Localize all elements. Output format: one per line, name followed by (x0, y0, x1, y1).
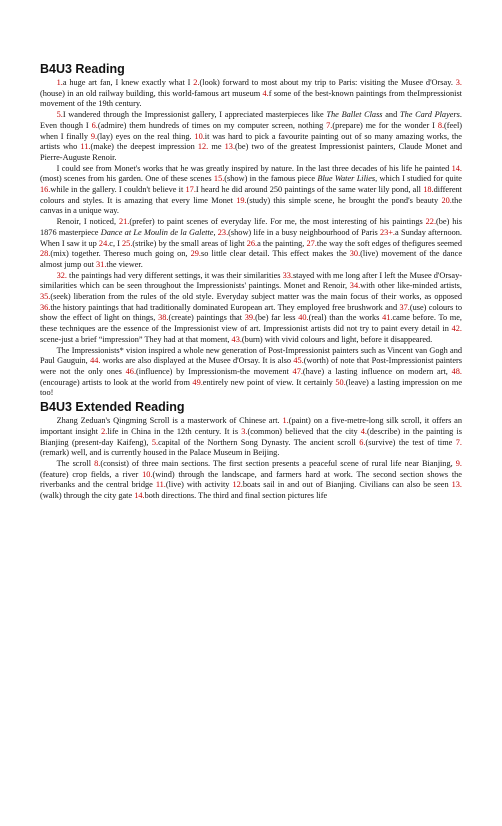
paragraph-text: (lay) eyes on the real thing. (97, 131, 195, 141)
blank-number: 11. (155, 480, 166, 490)
paragraph-text: (live) movement of the dance almost jump out (40, 249, 463, 269)
paragraph-text: boats sail in and out of Bianjing. Civilians can also be seen (242, 480, 452, 490)
blank-number: 23+. (379, 227, 396, 237)
paragraph-text: (live) with activity (165, 480, 233, 490)
blank-number: 4. (262, 88, 269, 98)
artwork-title: The Card Players (399, 110, 460, 120)
blank-number: 20. (441, 195, 452, 205)
paragraph-text: (paint) on a five-metre-long silk scroll, it offers an important insight (40, 416, 462, 436)
blank-number: 48. (451, 366, 462, 376)
paragraph-text: (remark) well, and is currently housed in the Palace Museum in Beijing. (40, 448, 280, 458)
blank-number: 7. (455, 437, 463, 447)
blank-number: 1. (282, 416, 289, 426)
paragraph-text: so little clear detail. This effect makes the (200, 249, 350, 259)
paragraph-text: scene-just a brief “impression” They had at that moment, (40, 334, 232, 344)
paragraph-text: life in China in the 12th century. It is (107, 426, 242, 436)
blank-number: 9. (90, 131, 98, 141)
paragraph-text: (mix) together. Thereso much going on, (50, 249, 191, 259)
paragraph-text: (worth) of note that Post-Impressionist painters were not the only ones (40, 356, 462, 376)
paragraph-text: works are also displayed at the Musee d'Orsay. It is also (100, 356, 294, 366)
blank-number: 14. (451, 163, 462, 173)
paragraph-text: (wind) through the landscape, and farmers hard at work. The second section shows the riverbanks and the central bridge (40, 469, 462, 490)
paragraph-text: (use) colours to show the effect of light on things, (40, 302, 462, 323)
paragraph-text: while in the gallery. I couldn't believe it (50, 185, 186, 195)
paragraph (40, 346, 462, 400)
paragraph-text: I wandered through the Impressionist gallery, I appreciated masterpieces like (62, 110, 327, 120)
blank-number: 39. (244, 313, 256, 323)
paragraph-text: a the painting, (257, 238, 307, 248)
blank-number: 6. (91, 120, 98, 130)
blank-number: 37. (399, 302, 410, 312)
paragraph-text: (consist) of three main sections. The first section presents a peaceful scene of rural life near Bianjing, (100, 458, 456, 468)
blank-number: 15. (213, 174, 225, 184)
blank-number: 16. (40, 185, 51, 195)
paragraph-text: (influence) by Impressionism-the movement (136, 366, 293, 376)
blank-number: 8. (437, 120, 445, 130)
blank-number: 27. (306, 238, 317, 248)
blank-number: 24. (98, 238, 110, 248)
blank-number: 30. (349, 249, 361, 259)
paragraph-text: the canvas in a unique way. (40, 195, 462, 216)
paragraph-text: came before. To me, these techniques are the essence of the Impressionist view of art. Impressionist artists did not try to paint every detail in (40, 313, 462, 334)
paragraph-text: , (213, 227, 218, 237)
blank-number: 14. (134, 491, 145, 501)
paragraph-text: (admire) them hundreds of times on my computer screen, nothing (97, 120, 327, 130)
blank-number: 40. (298, 313, 309, 323)
artwork-title: Dance at Le Moulin de la Galette (100, 227, 214, 237)
paragraph-text: with other like-minded artists, (360, 281, 462, 291)
paragraph-text: Renoir, I noticed, (56, 217, 119, 227)
blank-number: 46. (125, 366, 137, 376)
paragraph-text: , which I studied for quite (375, 174, 462, 184)
blank-number: 17. (185, 185, 196, 195)
blank-number: 26. (246, 238, 258, 248)
blank-number: 2. (101, 426, 108, 436)
paragraph-text: (be) his 1876 masterpiece (40, 217, 462, 237)
paragraph-text: I heard he did around 250 paintings of the same water lily pond, all (195, 185, 424, 195)
paragraph-text: me (208, 142, 225, 152)
paragraph-text: (be) far less (255, 313, 299, 323)
paragraph-text: c, I (109, 238, 123, 248)
blank-number: 19. (236, 195, 247, 205)
blank-number: 32. (56, 270, 67, 280)
blank-number: 28. (40, 249, 51, 259)
blank-number: 6. (359, 437, 366, 447)
paragraph-text: (prefer) to paint scenes of everyday life. For me, the most interesting of his paintings (129, 217, 426, 227)
blank-number: 3. (241, 426, 248, 436)
blank-number: 31. (96, 259, 107, 269)
blank-number: 23. (217, 227, 229, 237)
paragraph (40, 217, 462, 271)
blank-number: 35. (40, 292, 51, 302)
blank-number: 8. (94, 458, 101, 468)
blank-number: 44. (90, 356, 101, 366)
paragraph-text: it was hard to pick a favourite painting out of so many amazing works, the artists who (40, 131, 462, 152)
paragraph-text: (survive) the test of time (365, 437, 456, 447)
blank-number: 29. (190, 249, 201, 259)
paragraph-text: (strike) by the small areas of light (132, 238, 247, 248)
paragraph-text: The scroll (56, 458, 95, 468)
paragraph (40, 459, 462, 502)
blank-number: 42. (451, 324, 462, 334)
paragraph-text: (walk) through the city gate (40, 491, 135, 501)
blank-number: 34. (349, 281, 361, 291)
paragraph-text: (feature) crop fields, a river (40, 469, 143, 479)
paragraph-text: (seek) liberation from the rules of the old style. Everyday subject matter was the main focus of their works, as opposed (50, 292, 462, 302)
blank-number: 9. (455, 458, 462, 468)
artwork-title: The Ballet Class (326, 110, 383, 120)
paragraph-text: (study) this simple scene, he brought the pond's beauty (246, 195, 442, 205)
paragraph-text: (have) a lasting influence on modern art, (302, 366, 452, 376)
paragraph-text: (make) the deepest impression (90, 142, 198, 152)
blank-number: 25. (122, 238, 133, 248)
artwork-title: Blue Water Lilies (317, 174, 376, 184)
blank-number: 11. (80, 142, 91, 152)
blank-number: 43. (231, 334, 242, 344)
paragraph-text: and (382, 110, 400, 120)
paragraph-text: both directions. The third and final section pictures life (144, 491, 328, 501)
paragraph-text: (show) life in a busy neighbourhood of Paris (228, 227, 380, 237)
blank-number: 18. (423, 185, 434, 195)
blank-number: 13. (224, 142, 236, 152)
blank-number: 5. (56, 110, 63, 120)
blank-number: 12. (232, 480, 243, 490)
paragraph-text: . Even though I (40, 110, 462, 130)
paragraph-text: (leave) a lasting impression on me too! (40, 377, 463, 398)
paragraph-text: the viewer. (106, 259, 143, 269)
paragraph-text: (most) scenes from his garden. One of these scenes (40, 174, 214, 184)
paragraph-text: the way the soft edges of thefigures seemed (316, 238, 462, 248)
paragraph-text: capital of the Northern Song Dynasty. The ancient scroll (158, 437, 360, 447)
paragraph-text: (feel) when I finally (40, 120, 463, 141)
blank-number: 21. (118, 217, 130, 227)
paragraph-text: (encourage) artists to look at the world from (40, 377, 193, 387)
blank-number: 4. (360, 426, 367, 436)
paragraph-text: (common) believed that the city (247, 426, 361, 436)
paragraph (40, 164, 462, 218)
blank-number: 12. (197, 142, 209, 152)
paragraph-text: the history paintings that had traditionally dominated European art. They employed free brushwork and (50, 302, 400, 312)
blank-number: 2. (193, 78, 200, 87)
blank-number: 47. (292, 366, 303, 376)
paragraph-text: a Sunday afternoon. When I saw it up (40, 227, 462, 248)
blank-number: 22. (425, 217, 437, 227)
reading-body (40, 78, 462, 399)
paragraph-text: different colours and styles. It is amazing that every lime Monet (40, 185, 462, 205)
blank-number: 13. (451, 480, 462, 490)
paragraph-text: I could see from Monet's works that he was greatly inspired by nature. In the last three decades of his life he painted (56, 163, 452, 173)
blank-number: 5. (151, 437, 159, 447)
extended-reading-title: B4U3 Extended Reading (40, 400, 185, 415)
paragraph-text: (describe) in the painting is Bianjing (present-day Kaifeng), (40, 426, 462, 447)
paragraph-text: Zhang Zeduan's Qingming Scroll is a masterwork of Chinese art. (56, 416, 283, 426)
paragraph-text: f some of the best-known paintings from theImpressionist movement of the 19th century. (40, 88, 462, 109)
blank-number: 3. (455, 78, 462, 87)
paragraph (40, 416, 462, 459)
extended-reading-body (40, 416, 462, 502)
paragraph-text: a huge art fan, I knew exactly what I (62, 78, 194, 87)
paragraph-text: (prepare) me for the wonder I (332, 120, 438, 130)
paragraph-text: (house) in an old railway building, this world-famous art museum (40, 88, 263, 98)
paragraph-text: stayed with me long after I left the Musee d'Orsay-similarities which can be seen throughout the Impressionists' paintings. Monet and Renoir, (40, 270, 462, 291)
paragraph (40, 78, 462, 110)
blank-number: 10. (142, 469, 153, 479)
paragraph-text: the paintings had very different settings, it was their similarities (66, 270, 283, 280)
paragraph-text: (show) in the famous piece (224, 174, 318, 184)
blank-number: 41. (382, 313, 393, 323)
paragraph-text: (real) than the works (308, 313, 383, 323)
blank-number: 38. (158, 313, 169, 323)
paragraph-text: (create) paintings that (168, 313, 245, 323)
blank-number: 50. (335, 377, 346, 387)
blank-number: 45. (293, 356, 304, 366)
paragraph-text: entirely new point of view. It certainly (202, 377, 336, 387)
reading-title: B4U3 Reading (40, 62, 125, 76)
blank-number: 36. (40, 302, 51, 312)
paragraph (40, 110, 462, 164)
blank-number: 10. (194, 131, 205, 141)
paragraph-text: The Impressionists* vision inspired a whole new generation of Post-Impressionist painters such as Vincent van Gogh and Paul Gauguin, (40, 345, 462, 366)
blank-number: 1. (56, 78, 63, 87)
blank-number: 7. (326, 120, 333, 130)
paragraph-text: (burn) with vivid colours and light, before it disappeared. (241, 334, 433, 344)
blank-number: 33. (282, 270, 293, 280)
paragraph (40, 271, 462, 346)
paragraph-text: (be) two of the greatest Impressionist painters, Claude Monet and Pierre-Auguste Renoir. (40, 142, 462, 162)
blank-number: 49. (192, 377, 203, 387)
paragraph-text: (look) forward to most about my trip to Paris: visiting the Musee d'Orsay. (199, 78, 456, 87)
